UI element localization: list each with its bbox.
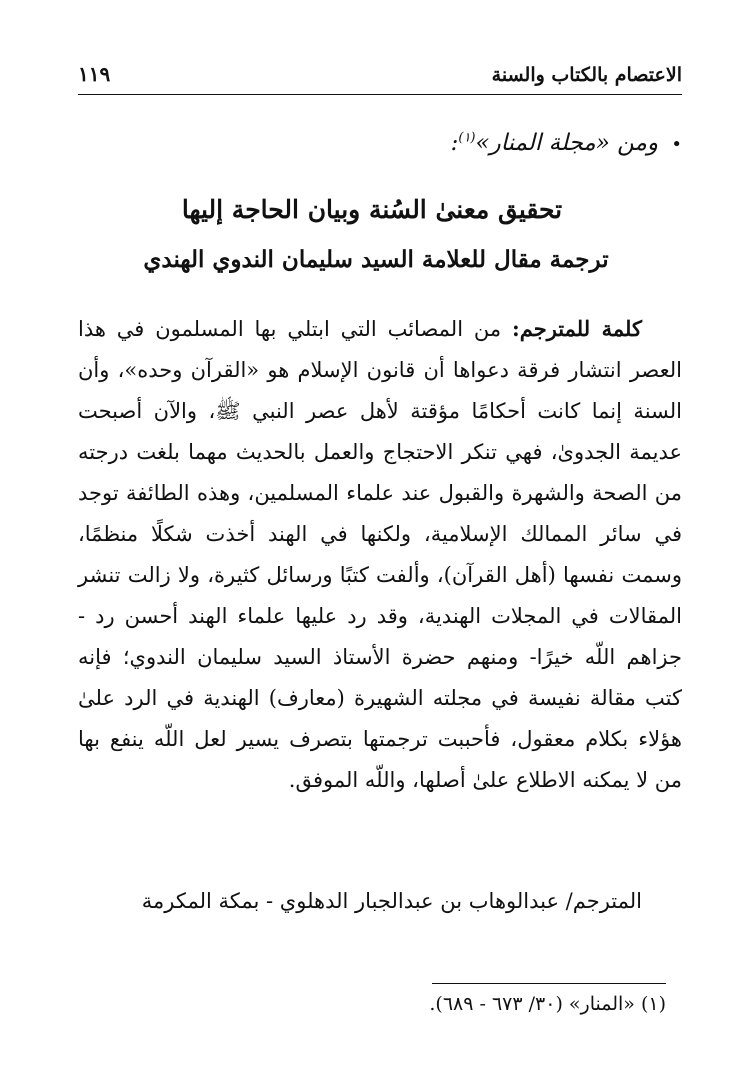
section-intro-colon: :	[450, 130, 459, 156]
translator-note-body: من المصائب التي ابتلي بها المسلمون في هذا العصر انتشار فرقة دعواها أن قانون الإسلام هو «القرآن وحده»، وأن السنة إنما كانت أحكامًا مؤقتة لأهل عصر النبي ﷺ، والآن أصبحت عديمة الجدوىٰ، فهي تنكر الاحتجاج والعمل بالحديث مهما بلغت درجته من الصحة والشهرة والقبول عند علماء المسلمين، وهذه الطائفة توجد في سائر الممالك الإسلامية، ولكنها في الهند أخذت شكلًا منظمًا، وسمت نفسها (أهل القرآن)، وألفت كتبًا ورسائل كثيرة، ولا زالت تنشر المقالات في المجلات الهندية، وقد رد عليها علماء الهند أحسن رد - جزاهم اللّه خيرًا- ومنهم حضرة الأستاذ السيد سليمان الندوي؛ فإنه كتب مقالة نفيسة في مجلته الشهيرة (معارف) الهندية في الرد علىٰ هؤلاء بكلام معقول، فأحببت ترجمتها بتصرف يسير لعل اللّه ينفع بها من لا يمكنه الاطلاع علىٰ أصلها، واللّه الموفق.	[78, 317, 682, 792]
page-header	[78, 60, 682, 95]
footnote-divider	[432, 983, 666, 984]
running-title: الاعتصام بالكتاب والسنة	[491, 64, 682, 86]
page-number: ١١٩	[78, 62, 111, 86]
section-intro-text: ومن «مجلة المنار»	[475, 130, 659, 156]
footnote: (١) «المنار» (٣٠/ ٦٧٣ - ٦٨٩).	[429, 993, 666, 1015]
section-intro	[122, 130, 682, 156]
article-title: تحقيق معنىٰ السُنة وبيان الحاجة إليها	[181, 195, 563, 224]
translator-signature: المترجم/ عبدالوهاب بن عبدالجبار الدهلوي - بمكة المكرمة	[141, 889, 642, 913]
translator-note-paragraph	[78, 308, 682, 801]
footnote-reference: (١)	[458, 130, 476, 146]
bullet-icon: •	[671, 134, 682, 155]
translator-note-lead: كلمة للمترجم:	[512, 316, 642, 341]
article-subtitle: ترجمة مقال للعلامة السيد سليمان الندوي الهندي	[143, 246, 609, 273]
